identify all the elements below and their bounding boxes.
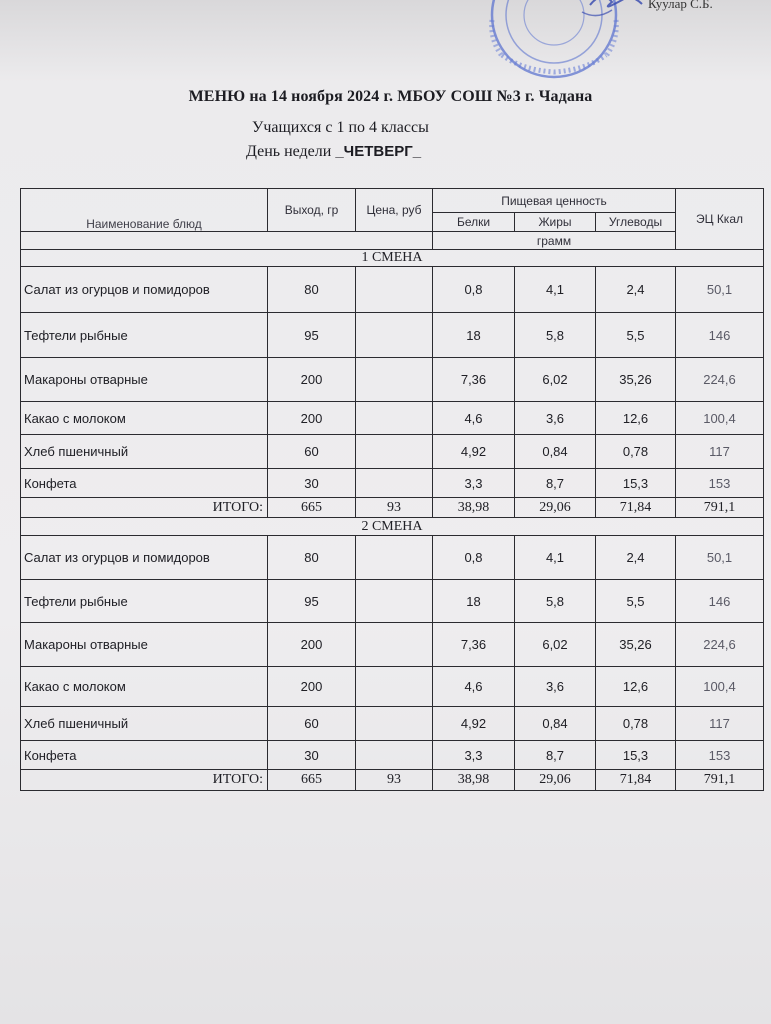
- header-protein: Белки: [433, 213, 515, 232]
- dish-carbs: 0,78: [596, 435, 676, 469]
- dish-fat: 6,02: [515, 358, 596, 402]
- dish-protein: 4,6: [433, 667, 515, 707]
- dish-yield: 30: [268, 741, 356, 770]
- dish-name: Тефтели рыбные: [21, 313, 268, 358]
- dish-yield: 200: [268, 667, 356, 707]
- dish-protein: 7,36: [433, 358, 515, 402]
- total-row: [21, 770, 764, 791]
- dish-yield: 95: [268, 313, 356, 358]
- dish-name: Тефтели рыбные: [21, 580, 268, 623]
- shift-title: 2 СМЕНА: [21, 518, 764, 536]
- dish-fat: 0,84: [515, 435, 596, 469]
- dish-name: Макароны отварные: [21, 358, 268, 402]
- total-yield: 665: [268, 770, 356, 791]
- total-energy: 791,1: [676, 498, 764, 518]
- dish-price: [356, 707, 433, 741]
- dish-carbs: 15,3: [596, 469, 676, 498]
- dish-name: Салат из огурцов и помидоров: [21, 536, 268, 580]
- dish-protein: 3,3: [433, 469, 515, 498]
- dish-yield: 200: [268, 402, 356, 435]
- dish-carbs: 35,26: [596, 623, 676, 667]
- dish-name: Хлеб пшеничный: [21, 707, 268, 741]
- dish-name: Какао с молоком: [21, 402, 268, 435]
- dish-yield: 60: [268, 707, 356, 741]
- table-row: [21, 667, 764, 707]
- dish-carbs: 12,6: [596, 402, 676, 435]
- dish-name: Конфета: [21, 741, 268, 770]
- dish-price: [356, 741, 433, 770]
- weekday-prefix: День недели: [246, 143, 336, 160]
- students-line: Учащихся с 1 по 4 классы: [252, 119, 429, 136]
- dish-price: [356, 313, 433, 358]
- dish-energy: 224,6: [676, 623, 764, 667]
- table-row: [21, 707, 764, 741]
- dish-price: [356, 536, 433, 580]
- dish-yield: 200: [268, 358, 356, 402]
- header-fat: Жиры: [515, 213, 596, 232]
- dish-price: [356, 580, 433, 623]
- dish-name: Конфета: [21, 469, 268, 498]
- total-fat: 29,06: [515, 498, 596, 518]
- approver-name: Куулар С.Б.: [648, 0, 713, 11]
- header-yield: Выход, гр: [268, 189, 356, 232]
- dish-yield: 80: [268, 536, 356, 580]
- menu-table: [20, 188, 764, 791]
- dish-energy: 50,1: [676, 536, 764, 580]
- dish-energy: 50,1: [676, 267, 764, 313]
- total-protein: 38,98: [433, 498, 515, 518]
- dish-energy: 153: [676, 469, 764, 498]
- dish-fat: 4,1: [515, 536, 596, 580]
- weekday-value: _ЧЕТВЕРГ_: [335, 143, 422, 160]
- dish-fat: 3,6: [515, 667, 596, 707]
- table-row: [21, 402, 764, 435]
- table-row: [21, 435, 764, 469]
- table-row: [21, 313, 764, 358]
- table-row: [21, 741, 764, 770]
- total-fat: 29,06: [515, 770, 596, 791]
- dish-carbs: 35,26: [596, 358, 676, 402]
- total-row: [21, 498, 764, 518]
- dish-energy: 100,4: [676, 667, 764, 707]
- dish-energy: 224,6: [676, 358, 764, 402]
- dish-name: Макароны отварные: [21, 623, 268, 667]
- table-row: [21, 536, 764, 580]
- dish-energy: 146: [676, 580, 764, 623]
- dish-yield: 80: [268, 267, 356, 313]
- dish-fat: 0,84: [515, 707, 596, 741]
- dish-price: [356, 267, 433, 313]
- dish-energy: 153: [676, 741, 764, 770]
- dish-price: [356, 435, 433, 469]
- dish-yield: 200: [268, 623, 356, 667]
- dish-protein: 4,92: [433, 707, 515, 741]
- dish-energy: 117: [676, 435, 764, 469]
- total-price: 93: [356, 770, 433, 791]
- dish-fat: 3,6: [515, 402, 596, 435]
- header-price: Цена, руб: [356, 189, 433, 232]
- dish-energy: 146: [676, 313, 764, 358]
- dish-fat: 4,1: [515, 267, 596, 313]
- table-row: [21, 469, 764, 498]
- total-carbs: 71,84: [596, 770, 676, 791]
- dish-protein: 18: [433, 313, 515, 358]
- dish-price: [356, 358, 433, 402]
- header-energy: ЭЦ Ккал: [676, 189, 764, 250]
- table-row: [21, 358, 764, 402]
- header-dish-name: Наименование блюд: [21, 189, 268, 232]
- dish-protein: 3,3: [433, 741, 515, 770]
- total-price: 93: [356, 498, 433, 518]
- dish-yield: 60: [268, 435, 356, 469]
- dish-carbs: 2,4: [596, 267, 676, 313]
- header-nutrition: Пищевая ценность: [433, 189, 676, 213]
- dish-price: [356, 667, 433, 707]
- dish-protein: 4,6: [433, 402, 515, 435]
- table-row: [21, 580, 764, 623]
- dish-fat: 5,8: [515, 580, 596, 623]
- weekday-line: [246, 143, 421, 161]
- dish-yield: 30: [268, 469, 356, 498]
- dish-fat: 5,8: [515, 313, 596, 358]
- dish-yield: 95: [268, 580, 356, 623]
- dish-fat: 6,02: [515, 623, 596, 667]
- dish-energy: 100,4: [676, 402, 764, 435]
- dish-energy: 117: [676, 707, 764, 741]
- header-spacer: [21, 232, 433, 250]
- dish-carbs: 5,5: [596, 313, 676, 358]
- total-energy: 791,1: [676, 770, 764, 791]
- total-carbs: 71,84: [596, 498, 676, 518]
- dish-fat: 8,7: [515, 741, 596, 770]
- total-yield: 665: [268, 498, 356, 518]
- dish-name: Какао с молоком: [21, 667, 268, 707]
- table-row: [21, 623, 764, 667]
- dish-carbs: 15,3: [596, 741, 676, 770]
- dish-price: [356, 623, 433, 667]
- dish-carbs: 5,5: [596, 580, 676, 623]
- header-unit: грамм: [433, 232, 676, 250]
- dish-protein: 7,36: [433, 623, 515, 667]
- dish-protein: 4,92: [433, 435, 515, 469]
- shift-title: 1 СМЕНА: [21, 250, 764, 267]
- dish-name: Салат из огурцов и помидоров: [21, 267, 268, 313]
- header-carbs: Углеводы: [596, 213, 676, 232]
- total-label: ИТОГО:: [21, 498, 268, 518]
- dish-carbs: 0,78: [596, 707, 676, 741]
- official-stamp: [462, 0, 647, 90]
- total-protein: 38,98: [433, 770, 515, 791]
- dish-name: Хлеб пшеничный: [21, 435, 268, 469]
- table-row: [21, 267, 764, 313]
- menu-title: МЕНЮ на 14 ноября 2024 г. МБОУ СОШ №3 г. Чадана: [188, 88, 593, 105]
- dish-price: [356, 402, 433, 435]
- dish-protein: 0,8: [433, 267, 515, 313]
- dish-price: [356, 469, 433, 498]
- dish-protein: 0,8: [433, 536, 515, 580]
- dish-carbs: 2,4: [596, 536, 676, 580]
- dish-carbs: 12,6: [596, 667, 676, 707]
- dish-fat: 8,7: [515, 469, 596, 498]
- total-label: ИТОГО:: [21, 770, 268, 791]
- dish-protein: 18: [433, 580, 515, 623]
